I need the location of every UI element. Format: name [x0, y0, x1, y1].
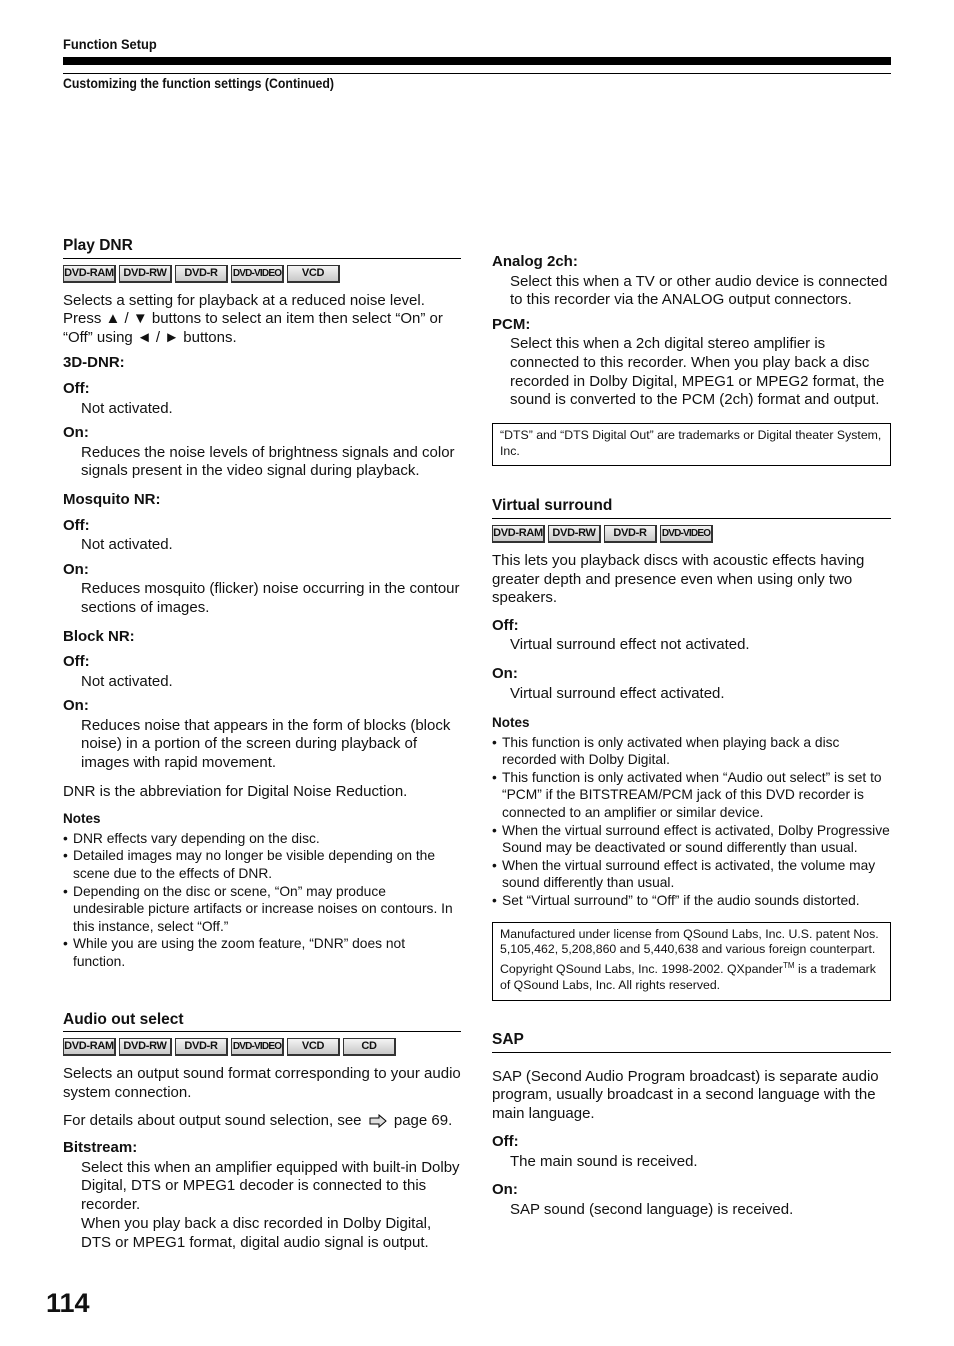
- block-heading: Block NR:: [63, 627, 135, 645]
- mosquito-off-label: Off:: [63, 516, 90, 534]
- mosquito-heading: Mosquito NR:: [63, 490, 161, 508]
- sap-off-label: Off:: [492, 1133, 519, 1151]
- badge-dvd-r: DVD-R: [604, 525, 657, 543]
- pcm-text: Select this when a 2ch digital stereo amplifier is connected to this recorder. When you play back a disc recorded in Dolby Digital, MPEG1 or MPEG2 format, the sound is converted to the PCM (2ch) format and output.: [510, 335, 885, 409]
- sap-intro: SAP (Second Audio Program broadcast) is separate audio program, usually broadcast in a second language with the main language.: [492, 1067, 879, 1122]
- block-on-label: On:: [63, 697, 89, 715]
- note-item: • When the virtual surround effect is activated, Dolby Progressive Sound may be deactivated or sound differently than usual.: [492, 822, 891, 857]
- badge-cd: CD: [343, 1038, 396, 1056]
- header-subtitle: Customizing the function settings (Continued): [63, 75, 335, 91]
- analog-text: Select this when a TV or other audio device is connected to this recorder via the ANALOG output connectors.: [510, 272, 888, 309]
- note-item: • Set “Virtual surround” to “Off” if the audio sounds distorted.: [492, 892, 891, 910]
- badge-vcd: VCD: [287, 265, 340, 283]
- dnr3d-off-text: Not activated.: [81, 399, 173, 417]
- vs-notes-heading: Notes: [492, 715, 530, 731]
- badge-dvd-video: DVD-VIDEO: [660, 525, 713, 543]
- note-item: • When the virtual surround effect is activated, the volume may sound differently than usual.: [492, 857, 891, 892]
- header-rule-thin: [63, 73, 891, 74]
- vs-off-text: Virtual surround effect not activated.: [510, 636, 750, 654]
- license-text-end: is a trademark of QSound Labs, Inc. All rights reserved.: [500, 962, 876, 993]
- play-dnr-title: Play DNR: [63, 237, 461, 259]
- sap-on-label: On:: [492, 1181, 518, 1199]
- audio-out-intro: Selects an output sound format corresponding to your audio system connection.: [63, 1065, 461, 1101]
- audio-out-title: Audio out select: [63, 1011, 461, 1033]
- sap-off-text: The main sound is received.: [510, 1152, 698, 1170]
- note-item: • This function is only activated when “Audio out select” is set to “PCM” if the BITSTREAM/PCM jack of this DVD recorder is connected to an amplifier or similar device.: [492, 769, 891, 822]
- play-dnr-intro: Selects a setting for playback at a reduced noise level. Press ▲ / ▼ buttons to select an item then select “On” or “Off” using ◄ / ► buttons.: [63, 291, 443, 346]
- play-dnr-section: [63, 237, 461, 971]
- mosquito-on-label: On:: [63, 560, 89, 578]
- sap-on-text: SAP sound (second language) is received.: [510, 1201, 794, 1219]
- reference-post: page 69.: [393, 1112, 453, 1130]
- badge-dvd-rw: DVD-RW: [119, 1038, 172, 1056]
- play-dnr-notes-heading: Notes: [63, 811, 101, 827]
- audio-out-section: [63, 1011, 461, 1253]
- badge-vcd: VCD: [287, 1038, 340, 1056]
- sap-title: SAP: [492, 1031, 891, 1053]
- mosquito-off-text: Not activated.: [81, 536, 173, 554]
- virtual-surround-badges: [492, 525, 891, 543]
- badge-dvd-ram: DVD-RAM: [63, 265, 116, 283]
- dnr3d-on-label: On:: [63, 424, 89, 442]
- block-off-label: Off:: [63, 653, 90, 671]
- header-title: Function Setup: [63, 36, 157, 52]
- play-dnr-notes: [63, 830, 461, 971]
- header-rule-thick: [63, 57, 891, 65]
- vs-notes: [492, 734, 891, 910]
- virtual-surround-title: Virtual surround: [492, 497, 891, 519]
- audio-out-badges: [63, 1038, 461, 1056]
- bitstream-text-2: When you play back a disc recorded in Dolby Digital, DTS or MPEG1 format, digital audio signal is output.: [81, 1215, 432, 1251]
- badge-dvd-ram: DVD-RAM: [492, 525, 545, 543]
- sap-section: [492, 1031, 891, 1220]
- vs-on-text: Virtual surround effect activated.: [510, 684, 725, 702]
- left-column: [63, 237, 461, 1253]
- badge-dvd-rw: DVD-RW: [119, 265, 172, 283]
- bitstream-text-1: Select this when an amplifier equipped with built-in Dolby Digital, DTS or MPEG1 decoder is connected to this recorder.: [81, 1158, 460, 1213]
- license-text: Manufactured under license from QSound Labs, Inc. U.S. patent Nos. 5,105,462, 5,208,860 and 5,440,638 and various foreign counterpart. Copyright QSound Labs, Inc. 1998-2002. QXpander: [500, 926, 879, 977]
- vs-off-label: Off:: [492, 616, 519, 634]
- play-dnr-badges: [63, 265, 461, 283]
- virtual-surround-section: [492, 497, 891, 1001]
- analog-label: Analog 2ch:: [492, 253, 578, 270]
- block-on-text: Reduces noise that appears in the form of blocks (block noise) in a portion of the screen during playback of images with rapid movement.: [81, 716, 451, 772]
- right-column: [492, 253, 891, 1220]
- badge-dvd-rw: DVD-RW: [548, 525, 601, 543]
- page-reference-arrow-icon: [369, 1114, 387, 1128]
- note-item: • Detailed images may no longer be visible depending on the scene due to the effects of DNR.: [63, 847, 461, 882]
- reference-pre: For details about output sound selection, see: [63, 1112, 362, 1130]
- dts-trademark-box: “DTS” and “DTS Digital Out” are trademarks or Digital theater System, Inc.: [492, 423, 891, 467]
- dnr3d-heading: 3D-DNR:: [63, 354, 125, 372]
- note-item: • This function is only activated when playing back a disc recorded with Dolby Digital.: [492, 734, 891, 769]
- qsound-license-box: [492, 922, 891, 1001]
- dnr-abbrev: DNR is the abbreviation for Digital Noise Reduction.: [63, 782, 408, 800]
- vs-on-label: On:: [492, 664, 518, 682]
- dnr3d-on-text: Reduces the noise levels of brightness signals and color signals present in the video signal during playback.: [81, 443, 455, 480]
- bitstream-label: Bitstream:: [63, 1138, 138, 1156]
- trademark-superscript: TM: [783, 961, 795, 971]
- badge-dvd-ram: DVD-RAM: [63, 1038, 116, 1056]
- block-off-text: Not activated.: [81, 672, 173, 690]
- badge-dvd-video: DVD-VIDEO: [231, 265, 284, 283]
- audio-out-reference: [63, 1112, 461, 1131]
- virtual-surround-intro: This lets you playback discs with acoustic effects having greater depth and presence even when using only two speakers.: [492, 551, 865, 607]
- dnr3d-off-label: Off:: [63, 379, 90, 397]
- mosquito-on-text: Reduces mosquito (flicker) noise occurring in the contour sections of images.: [81, 580, 460, 616]
- page-number: 114: [46, 1288, 90, 1318]
- note-item: • Depending on the disc or scene, “On” may produce undesirable picture artifacts or increase noises on contours. In this instance, select “Off.”: [63, 883, 461, 936]
- badge-dvd-r: DVD-R: [175, 265, 228, 283]
- note-item: • DNR effects vary depending on the disc.: [63, 830, 461, 848]
- pcm-label: PCM:: [492, 315, 531, 333]
- note-item: • While you are using the zoom feature, “DNR” does not function.: [63, 935, 461, 970]
- badge-dvd-video: DVD-VIDEO: [231, 1038, 284, 1056]
- badge-dvd-r: DVD-R: [175, 1038, 228, 1056]
